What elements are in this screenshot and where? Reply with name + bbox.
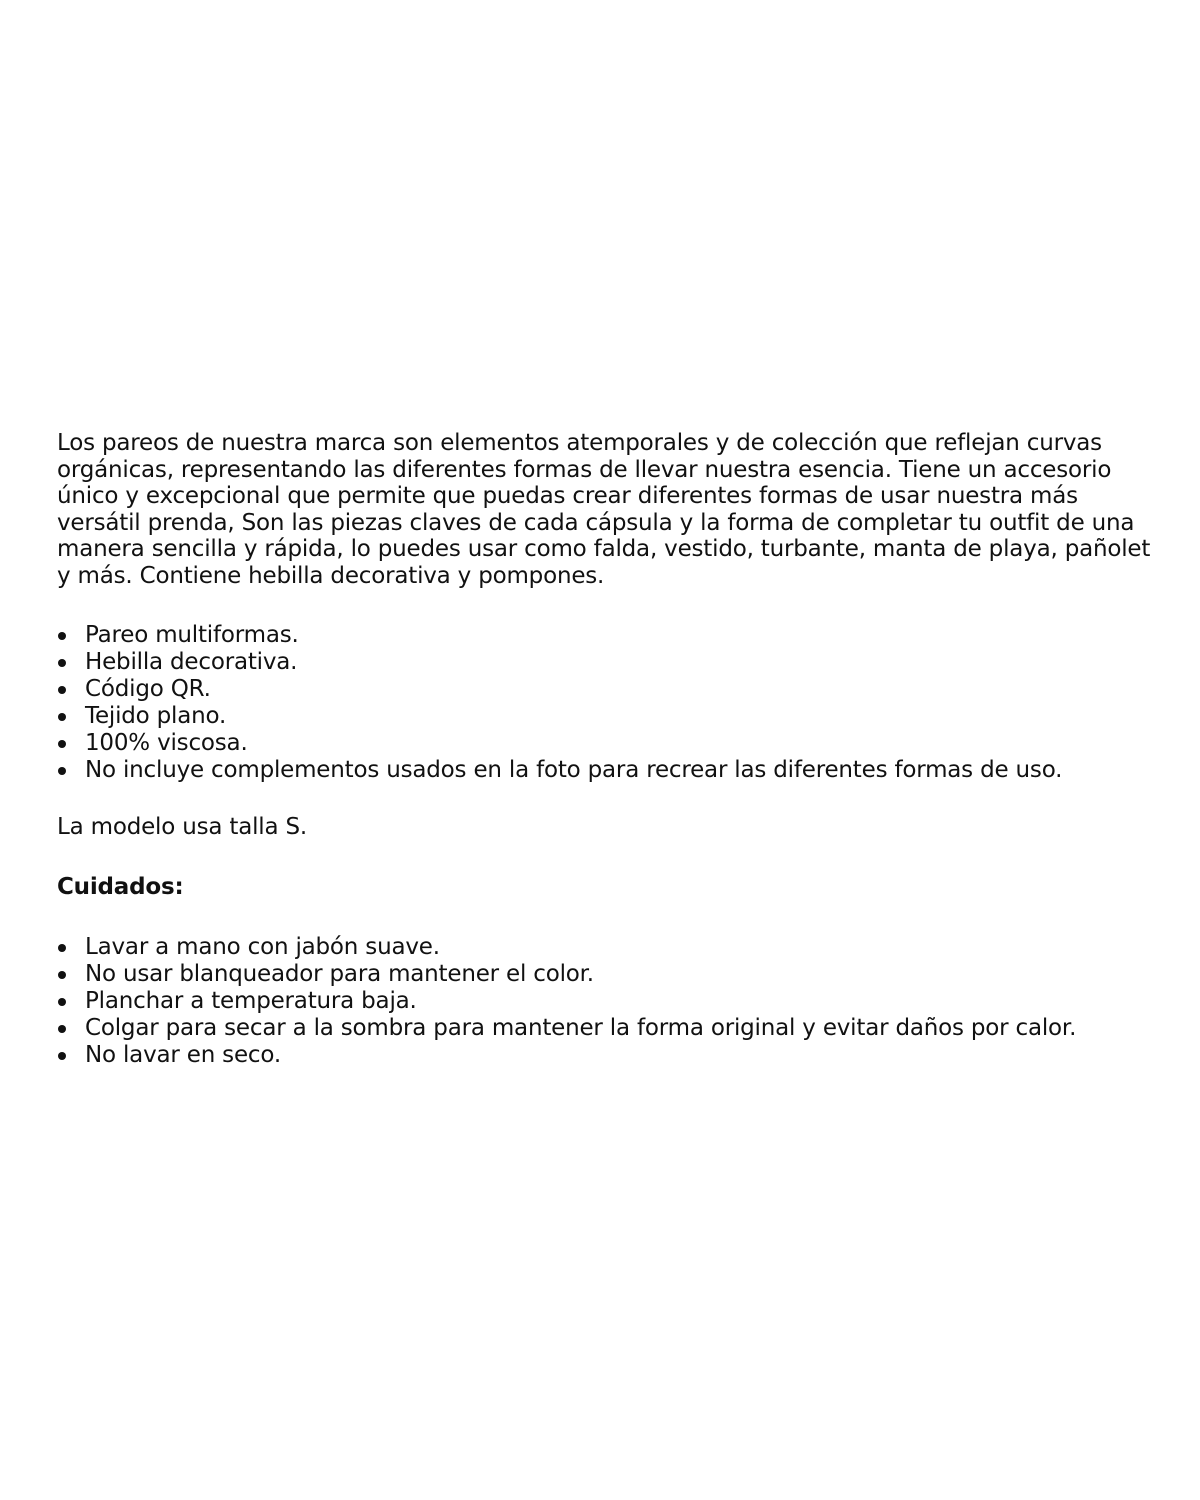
bullet-icon [58,1025,66,1033]
description-line: único y excepcional que permite que puedas crear diferentes formas de usar nuestra más [57,483,1078,509]
description-line: Los pareos de nuestra marca son elementos atemporales y de colección que reflejan curvas [57,430,1102,456]
care-item [57,1015,1200,1042]
bullet-icon [58,659,66,667]
product-description [57,430,1200,589]
feature-text: Pareo multiformas. [85,622,299,648]
feature-item [57,757,1200,784]
feature-text: Hebilla decorativa. [85,649,298,675]
bullet-icon [58,740,66,748]
care-text: Colgar para secar a la sombra para mantener la forma original y evitar daños por calor. [85,1015,1077,1041]
care-item [57,1042,1200,1069]
care-text: No usar blanqueador para mantener el color. [85,961,594,987]
bullet-icon [58,767,66,775]
care-item [57,934,1200,961]
feature-item [57,676,1200,703]
care-list [57,934,1200,1069]
bullet-icon [58,971,66,979]
feature-text: Código QR. [85,676,211,702]
feature-text: No incluye complementos usados en la foto para recrear las diferentes formas de uso. [85,757,1063,783]
bullet-icon [58,998,66,1006]
care-text: Planchar a temperatura baja. [85,988,417,1014]
care-text: Lavar a mano con jabón suave. [85,934,440,960]
bullet-icon [58,713,66,721]
feature-item [57,730,1200,757]
feature-item [57,622,1200,649]
care-title: Cuidados: [57,874,184,900]
description-line: y más. Contiene hebilla decorativa y pompones. [57,562,605,589]
bullet-icon [58,632,66,640]
care-item [57,961,1200,988]
description-line: versátil prenda, Son las piezas claves de cada cápsula y la forma de completar tu outfit de una [57,509,1135,536]
model-size-note: La modelo usa talla S. [57,814,307,840]
product-description-section [57,430,1200,1069]
care-text: No lavar en seco. [85,1042,281,1068]
features-list [57,622,1200,784]
description-line: orgánicas, representando las diferentes formas de llevar nuestra esencia. Tiene un accesorio [57,456,1112,483]
care-item [57,988,1200,1015]
feature-text: Tejido plano. [85,703,227,729]
feature-item [57,703,1200,730]
description-line: manera sencilla y rápida, lo puedes usar como falda, vestido, turbante, manta de playa, pañolet [57,536,1151,562]
bullet-icon [58,686,66,694]
bullet-icon [58,1052,66,1060]
feature-text: 100% viscosa. [85,730,248,756]
bullet-icon [58,944,66,952]
feature-item [57,649,1200,676]
